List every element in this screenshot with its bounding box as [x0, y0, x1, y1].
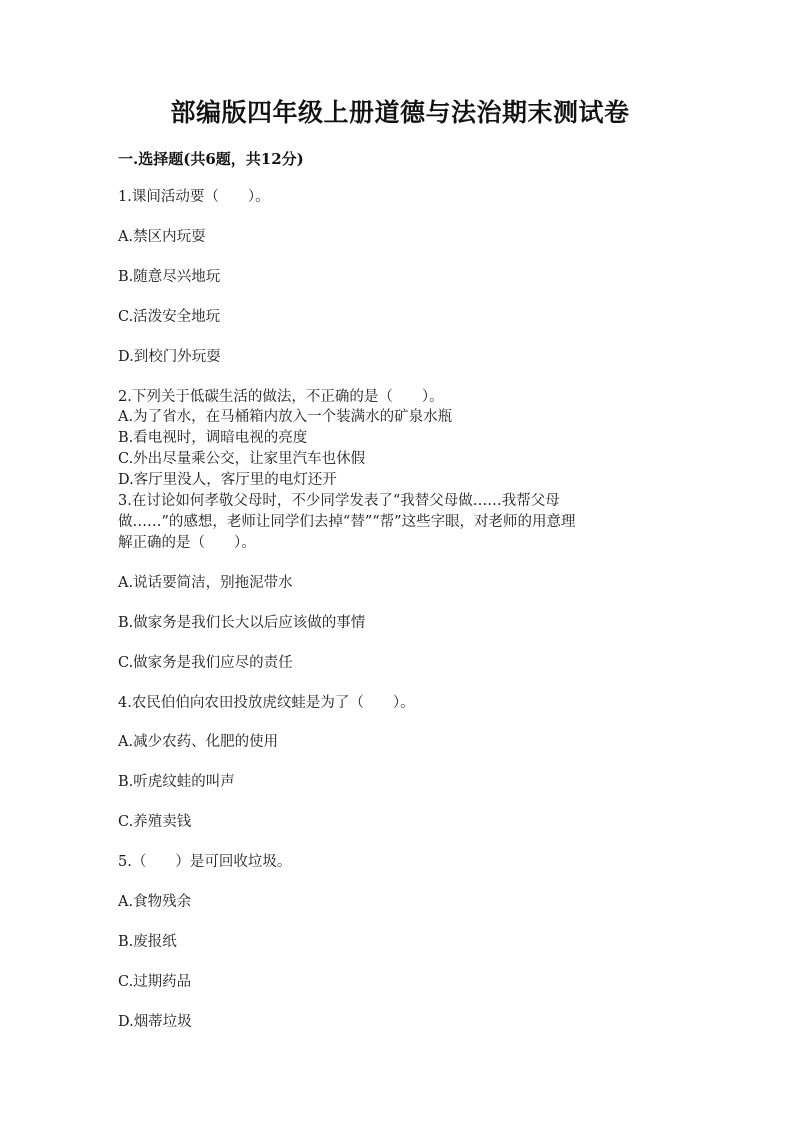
- question-5-option-a: A.食物残余: [118, 894, 192, 910]
- question-1-option-d: D.到校门外玩耍: [118, 349, 221, 365]
- question-1-option-a: A.禁区内玩耍: [118, 229, 206, 245]
- question-1-option-c: C.活泼安全地玩: [118, 309, 221, 325]
- question-4-stem: 4.农民伯伯向农田投放虎纹蛙是为了（ ）。: [118, 695, 415, 711]
- question-3-option-a: A.说话要简洁，别拖泥带水: [118, 575, 293, 591]
- section-heading: 一.选择题(共6题，共12分): [118, 150, 304, 168]
- question-3-stem-line-2: 做……”的感想，老师让同学们去掉“替”“帮”这些字眼，对老师的用意理: [118, 514, 576, 530]
- question-2-option-a: A.为了省水，在马桶箱内放入一个装满水的矿泉水瓶: [118, 409, 453, 425]
- question-4-option-b: B.听虎纹蛙的叫声: [118, 774, 235, 790]
- question-4-option-a: A.减少农药、化肥的使用: [118, 734, 279, 750]
- question-2-stem: 2.下列关于低碳生活的做法，不正确的是（ ）。: [118, 389, 444, 405]
- question-3-option-c: C.做家务是我们应尽的责任: [118, 655, 293, 671]
- question-2-option-b: B.看电视时，调暗电视的亮度: [118, 430, 308, 446]
- question-5-option-d: D.烟蒂垃圾: [118, 1014, 192, 1030]
- question-4-option-c: C.养殖卖钱: [118, 814, 192, 830]
- question-5-option-b: B.废报纸: [118, 934, 177, 950]
- question-1-stem: 1.课间活动要（ ）。: [118, 189, 270, 205]
- question-3-stem-line-3: 解正确的是（ ）。: [118, 535, 256, 551]
- question-1-option-b: B.随意尽兴地玩: [118, 269, 221, 285]
- page-title: 部编版四年级上册道德与法治期末测试卷: [170, 98, 630, 127]
- question-5-stem: 5.（ ）是可回收垃圾。: [118, 854, 292, 870]
- question-2-option-d: D.客厅里没人，客厅里的电灯还开: [118, 472, 337, 488]
- question-3-stem-line-1: 3.在讨论如何孝敬父母时，不少同学发表了“我替父母做……我帮父母: [118, 493, 560, 509]
- question-2-option-c: C.外出尽量乘公交，让家里汽车也休假: [118, 451, 366, 467]
- question-5-option-c: C.过期药品: [118, 974, 192, 990]
- question-3-option-b: B.做家务是我们长大以后应该做的事情: [118, 615, 366, 631]
